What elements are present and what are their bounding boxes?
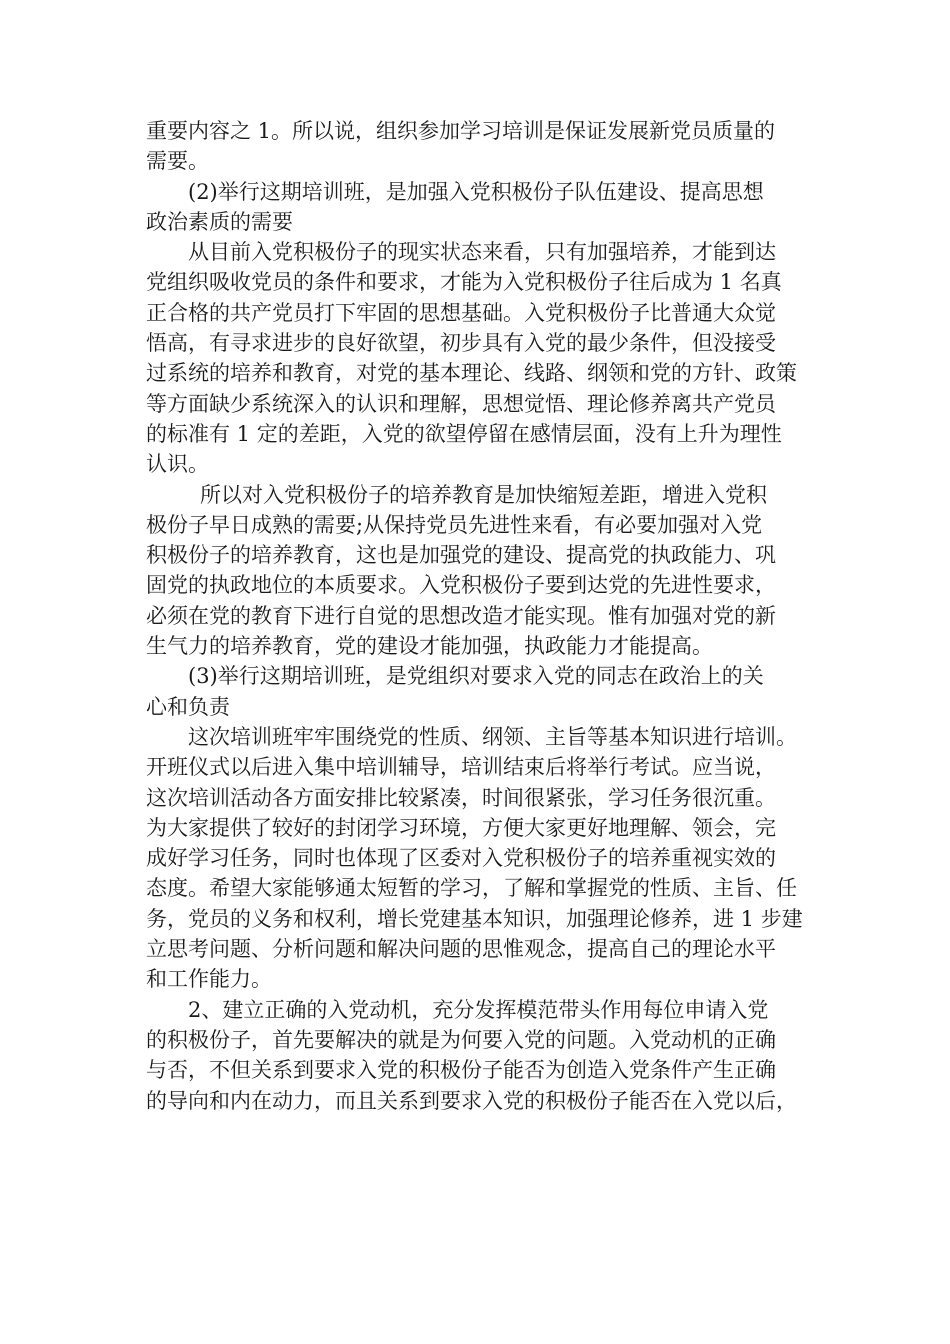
text-line: 固党的执政地位的本质要求。入党积极份子要到达党的先进性要求， xyxy=(146,573,776,598)
text-line: 所以对入党积极份子的培养教育是加快缩短差距，增进入党积 xyxy=(200,482,767,507)
text-line: 认识。 xyxy=(146,452,209,477)
text-line: 生气力的培养教育，党的建设才能加强，执政能力才能提高。 xyxy=(146,634,713,659)
text-line: 为大家提供了较好的封闭学习环境，方便大家更好地理解、领会，完 xyxy=(146,815,776,840)
text-line: 需要。 xyxy=(146,149,209,174)
text-line: 过系统的培养和教育，对党的基本理论、线路、纲领和党的方针、政策 xyxy=(146,361,797,386)
text-line: 必须在党的教育下进行自觉的思想改造才能实现。惟有加强对党的新 xyxy=(146,603,776,628)
text-line: 正合格的共产党员打下牢固的思想基础。入党积极份子比普通大众觉 xyxy=(146,300,776,325)
text-line: 重要内容之 1。所以说，组织参加学习培训是保证发展新党员质量的 xyxy=(146,119,776,143)
text-line: 立思考问题、分析问题和解决问题的思惟观念，提高自己的理论水平 xyxy=(146,937,776,962)
text-line: (3)举行这期培训班，是党组织对要求入党的同志在政治上的关 xyxy=(188,664,764,689)
text-line: 积极份子的培养教育，这也是加强党的建设、提高党的执政能力、巩 xyxy=(146,543,776,568)
text-line: 悟高，有寻求进步的良好欲望，初步具有入党的最少条件，但没接受 xyxy=(146,331,776,356)
text-line: 成好学习任务，同时也体现了区委对入党积极份子的培养重视实效的 xyxy=(146,846,776,871)
text-line: 的标准有 1 定的差距，入党的欲望停留在感情层面，没有上升为理性 xyxy=(146,421,782,446)
text-line: 从目前入党积极份子的现实状态来看，只有加强培养，才能到达 xyxy=(188,240,776,265)
text-line: 务，党员的义务和权利，增长党建基本知识，加强理论修养，进 1 步建 xyxy=(146,906,803,931)
text-line: 心和负责 xyxy=(146,694,230,719)
text-line: 这次培训班牢牢围绕党的性质、纲领、主旨等基本知识进行培训。 xyxy=(188,724,797,749)
text-line: 开班仪式以后进入集中培训辅导，培训结束后将举行考试。应当说， xyxy=(146,755,776,780)
document-body-text xyxy=(146,116,812,1116)
text-line: 的导向和内在动力，而且关系到要求入党的积极份子能否在入党以后， xyxy=(146,1088,797,1113)
text-line: 极份子早日成熟的需要;从保持党员先进性来看，有必要加强对入党 xyxy=(146,512,763,537)
text-line: (2)举行这期培训班，是加强入党积极份子队伍建设、提高思想 xyxy=(188,179,764,204)
text-line: 政治素质的需要 xyxy=(146,209,293,234)
text-line: 这次培训活动各方面安排比较紧凑，时间很紧张，学习任务很沉重。 xyxy=(146,785,776,810)
text-line: 与否，不但关系到要求入党的积极份子能否为创造入党条件产生正确 xyxy=(146,1058,776,1083)
text-line: 等方面缺少系统深入的认识和理解，思想觉悟、理论修养离共产党员 xyxy=(146,391,776,416)
text-line: 和工作能力。 xyxy=(146,967,272,992)
text-line: 态度。希望大家能够通太短暂的学习，了解和掌握党的性质、主旨、任 xyxy=(146,876,797,901)
text-line: 的积极份子，首先要解决的就是为何要入党的问题。入党动机的正确 xyxy=(146,1027,776,1052)
text-line: 2、建立正确的入党动机，充分发挥模范带头作用每位申请入党 xyxy=(188,997,769,1022)
text-line: 党组织吸收党员的条件和要求，才能为入党积极份子往后成为 1 名真 xyxy=(146,270,782,295)
